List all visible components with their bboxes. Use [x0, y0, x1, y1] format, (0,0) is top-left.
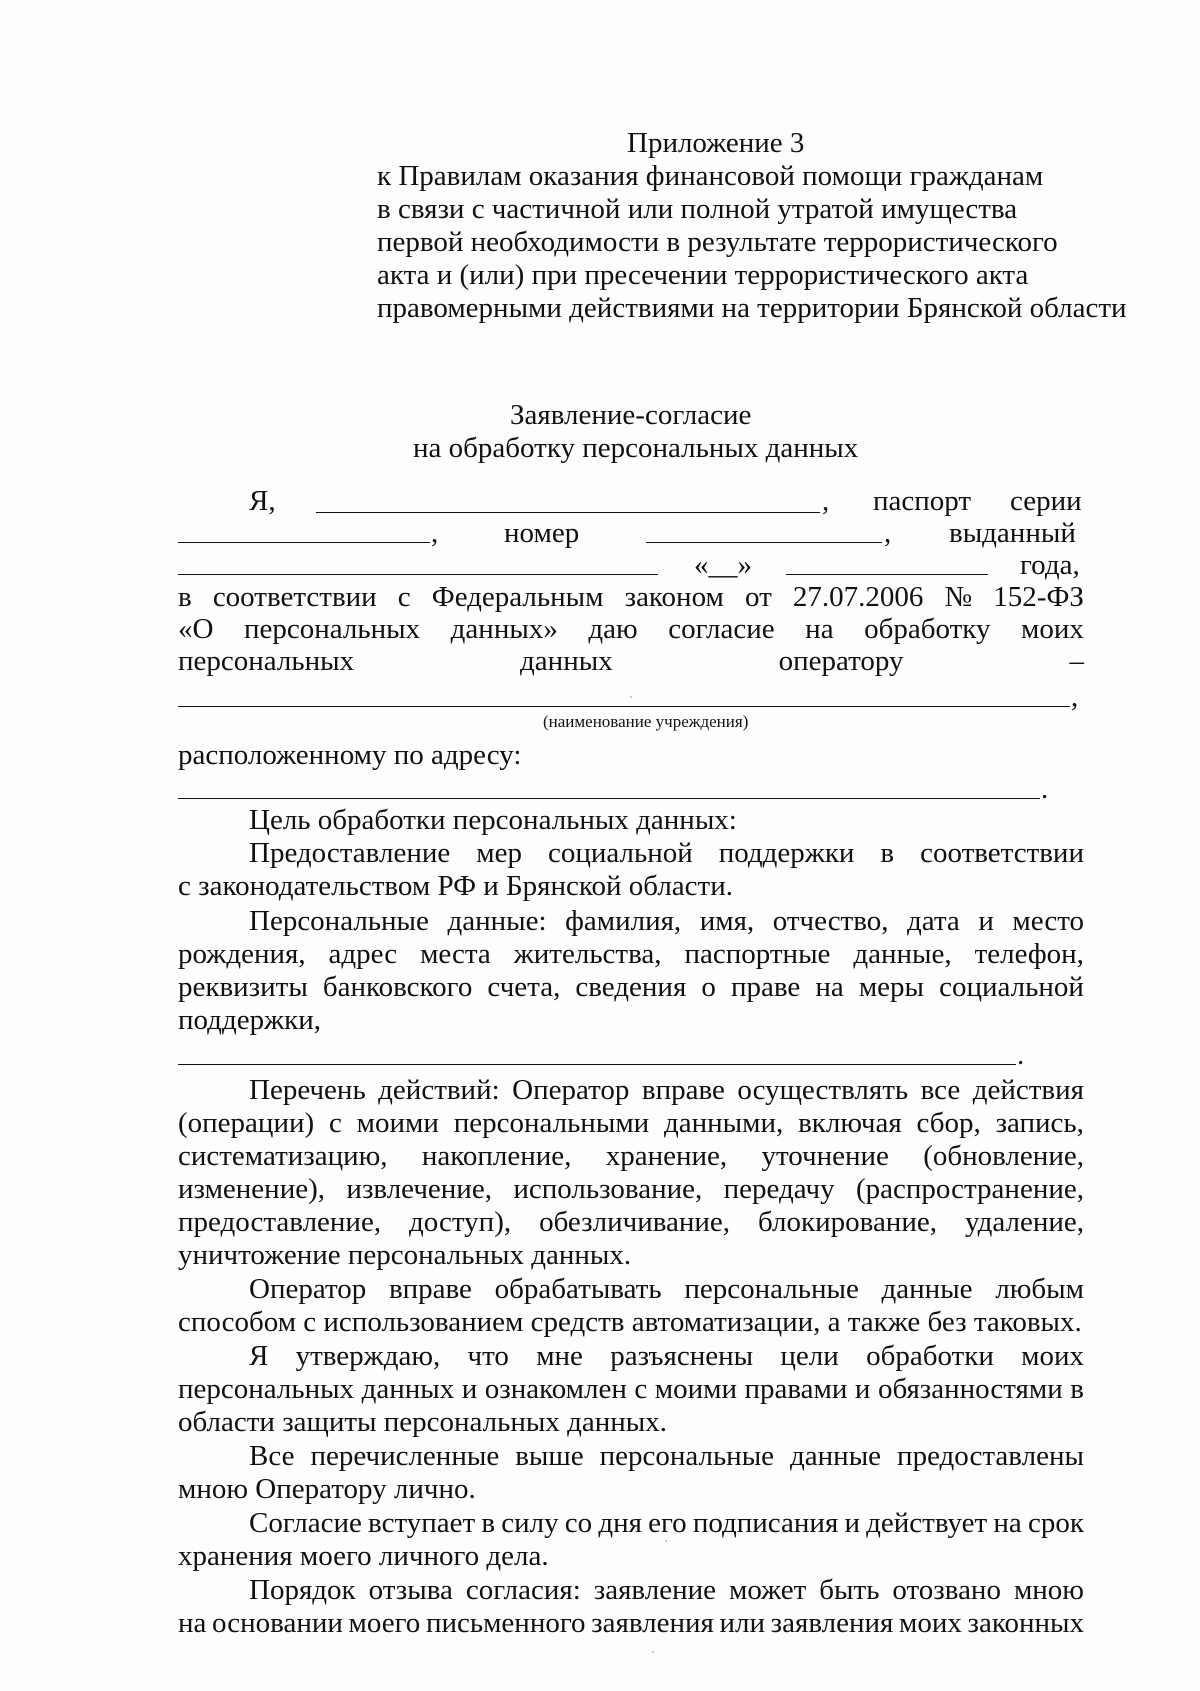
- issued-label: выданный: [949, 517, 1076, 549]
- confirm-line: персональных данных и ознакомлен с моими правами и обязанностями в: [178, 1373, 1084, 1405]
- personal-data-line: рождения, адрес места жительства, паспортные данные, телефон,: [178, 938, 1084, 970]
- actions-line: предоставление, доступ), обезличивание, блокирование, удаление,: [178, 1206, 1084, 1238]
- header-line: к Правилам оказания финансовой помощи гражданам: [377, 160, 1044, 192]
- full-name-field[interactable]: [316, 488, 820, 513]
- document-subtitle: на обработку персональных данных: [413, 432, 859, 464]
- period: .: [1017, 1039, 1025, 1071]
- passport-number-field[interactable]: [646, 518, 882, 543]
- actions-line: изменение), извлечение, использование, передачу (распространение,: [178, 1173, 1084, 1205]
- institution-caption: (наименование учреждения): [543, 712, 749, 731]
- header-line: правомерными действиями на территории Брянской области: [377, 292, 1127, 324]
- purpose-line: Предоставление мер социальной поддержки в соответствии: [249, 837, 1084, 869]
- appendix-title: Приложение 3: [627, 127, 805, 159]
- institution-field[interactable]: [178, 682, 1070, 707]
- confirm-line: Я утверждаю, что мне разъяснены цели обработки моих: [249, 1340, 1084, 1372]
- revocation-line: на основании моего письменного заявления или заявления моих законных: [178, 1607, 1084, 1639]
- purpose-heading: Цель обработки персональных данных:: [249, 804, 737, 836]
- scan-speck: [665, 1540, 667, 1542]
- comma: ,: [822, 485, 830, 517]
- scan-speck: [652, 1651, 654, 1653]
- passport-series-field[interactable]: [178, 518, 430, 543]
- issue-day: «__»: [694, 549, 752, 581]
- comma: ,: [431, 517, 439, 549]
- validity-line: Согласие вступает в силу со дня его подписания и действует на срок: [249, 1507, 1084, 1539]
- revocation-line: Порядок отзыва согласия: заявление может быть отозвано мною: [249, 1574, 1084, 1606]
- law-line: в соответствии с Федеральным законом от 27.07.2006 № 152-ФЗ: [178, 581, 1084, 613]
- actions-line: уничтожение персональных данных.: [178, 1239, 632, 1271]
- address-label: расположенному по адресу:: [178, 739, 522, 771]
- methods-line: Оператор вправе обрабатывать персональные данные любым: [249, 1273, 1084, 1305]
- number-label: номер: [504, 517, 580, 549]
- personal-data-line: поддержки,: [178, 1004, 321, 1036]
- address-field[interactable]: [178, 774, 1040, 799]
- issued-by-field[interactable]: [178, 550, 658, 575]
- ya-label: Я,: [249, 485, 276, 517]
- personal-data-line: Персональные данные: фамилия, имя, отчество, дата и место: [249, 905, 1084, 937]
- header-line: акта и (или) при пресечении террористического акта: [377, 259, 1029, 291]
- provided-line: Все перечисленные выше персональные данные предоставлены: [249, 1440, 1084, 1472]
- validity-line: хранения моего личного дела.: [178, 1540, 549, 1572]
- header-line: первой необходимости в результате террористического: [377, 226, 1058, 258]
- actions-line: систематизацию, накопление, хранение, уточнение (обновление,: [178, 1140, 1084, 1172]
- period: .: [1041, 773, 1049, 805]
- year-label: года,: [1020, 549, 1080, 581]
- actions-line: Перечень действий: Оператор вправе осуществлять все действия: [249, 1074, 1084, 1106]
- operator-line: персональных данных оператору –: [178, 645, 1084, 677]
- actions-line: (операции) с моими персональными данными, включая сбор, запись,: [178, 1107, 1084, 1139]
- personal-data-extra-field[interactable]: [178, 1040, 1016, 1065]
- consent-line: «О персональных данных» даю согласие на обработку моих: [178, 613, 1084, 645]
- scan-speck: [630, 696, 632, 698]
- provided-line: мною Оператору лично.: [178, 1473, 476, 1505]
- passport-label: паспорт: [873, 485, 972, 517]
- header-line: в связи с частичной или полной утратой имущества: [377, 193, 1018, 225]
- issue-month-field[interactable]: [786, 550, 988, 575]
- purpose-line: с законодательством РФ и Брянской области.: [178, 870, 733, 902]
- comma: ,: [884, 517, 892, 549]
- series-label: серии: [1010, 485, 1082, 517]
- document-title: Заявление-согласие: [510, 399, 752, 431]
- personal-data-line: реквизиты банковского счета, сведения о праве на меры социальной: [178, 971, 1084, 1003]
- confirm-line: области защиты персональных данных.: [178, 1406, 668, 1438]
- methods-line: способом с использованием средств автоматизации, а также без таковых.: [178, 1306, 1082, 1338]
- comma: ,: [1071, 681, 1079, 713]
